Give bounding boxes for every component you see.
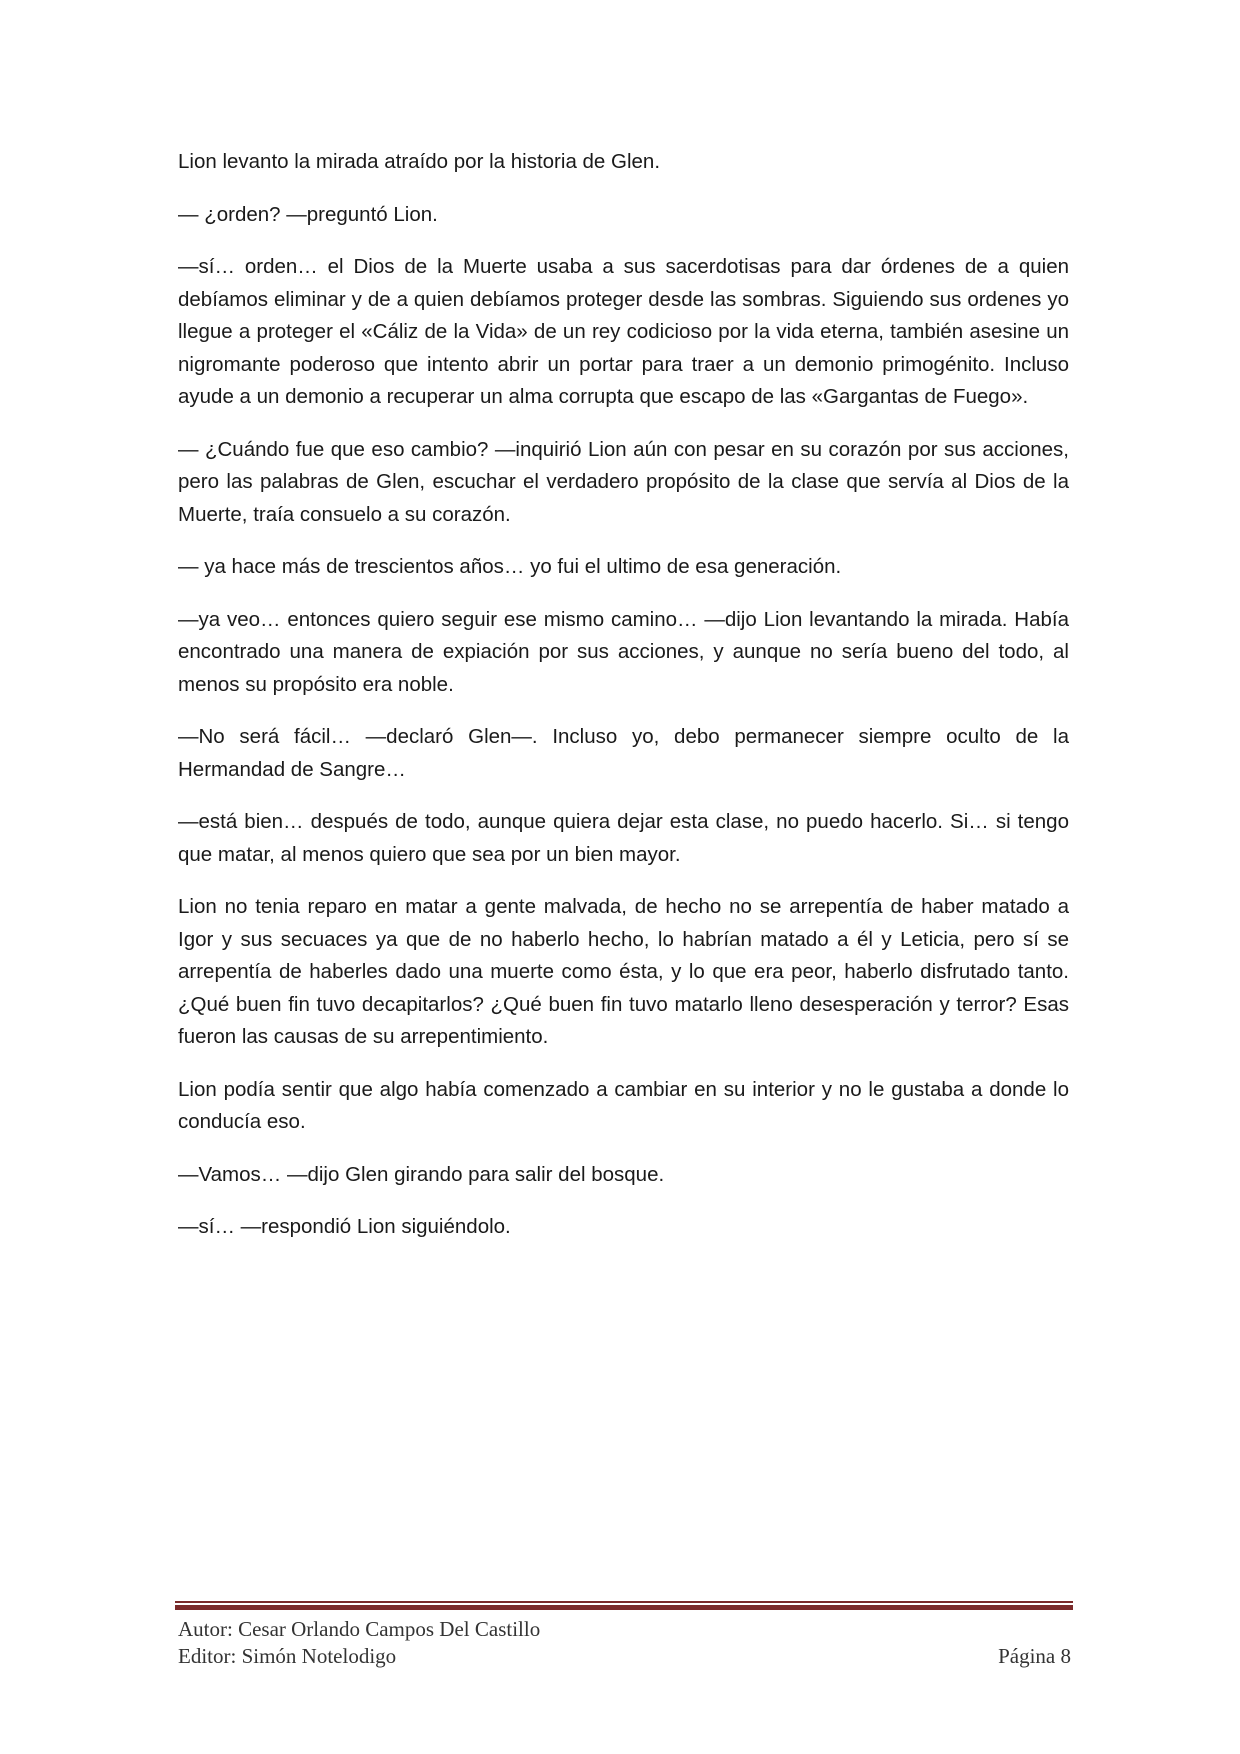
- footer-editor: Editor: Simón Notelodigo: [178, 1644, 397, 1668]
- paragraph: Lion podía sentir que algo había comenzado a cambiar en su interior y no le gustaba a donde lo conducía eso.: [178, 1077, 1069, 1133]
- footer-row-editor: [178, 1643, 1071, 1670]
- paragraph: —sí… orden… el Dios de la Muerte usaba a sus sacerdotisas para dar órdenes de a quien debíamos eliminar y de a quien debíamos proteger desde las sombras. Siguiendo sus ordenes yo llegue a proteger el «Cáliz de la Vida» de un rey codicioso por la vida eterna, también asesine un nigromante poderoso que intento abrir un portar para traer a un demonio primogénito. Incluso ayude a un demonio a recuperar un alma corrupta que escapo de las «Gargantas de Fuego».: [178, 255, 1069, 408]
- paragraph: —No será fácil… —declaró Glen—. Incluso yo, debo permanecer siempre oculto de la Hermandad de Sangre…: [178, 725, 1069, 781]
- page-number: Página 8: [998, 1644, 1071, 1668]
- footer-row-author: [178, 1616, 1071, 1643]
- body-text: [178, 146, 1069, 1264]
- paragraph: —ya veo… entonces quiero seguir ese mismo camino… —dijo Lion levantando la mirada. Había encontrado una manera de expiación por sus acciones, y aunque no sería bueno del todo, al menos su propósito era noble.: [178, 607, 1069, 696]
- paragraph: —Vamos… —dijo Glen girando para salir del bosque.: [178, 1162, 665, 1186]
- paragraph: — ya hace más de trescientos años… yo fui el ultimo de esa generación.: [178, 555, 842, 578]
- paragraph: — ¿Cuándo fue que eso cambio? —inquirió Lion aún con pesar en su corazón por sus acciones, pero las palabras de Glen, escuchar el verdadero propósito de la clase que servía al Dios de la Muerte, traía consuelo a su corazón.: [178, 437, 1069, 526]
- paragraph: — ¿orden? —preguntó Lion.: [178, 202, 438, 226]
- paragraph: —está bien… después de todo, aunque quiera dejar esta clase, no puedo hacerlo. Si… si tengo que matar, al menos quiero que sea por un bien mayor.: [178, 810, 1069, 866]
- paragraph: —sí… —respondió Lion siguiéndolo.: [178, 1215, 511, 1238]
- paragraph: Lion levanto la mirada atraído por la historia de Glen.: [178, 150, 661, 173]
- footer-divider: [175, 1601, 1073, 1610]
- footer-divider-thin: [175, 1601, 1073, 1603]
- footer-divider-thick: [175, 1605, 1073, 1610]
- paragraph: Lion no tenia reparo en matar a gente malvada, de hecho no se arrepentía de haber matado a Igor y sus secuaces ya que de no haberlo hecho, lo habrían matado a él y Leticia, pero sí se arrepentía de haberles dado una muerte como ésta, y lo que era peor, haberlo disfrutado tanto. ¿Qué buen fin tuvo decapitarlos? ¿Qué buen fin tuvo matarlo lleno desesperación y terror? Esas fueron las causas de su arrepentimiento.: [178, 895, 1069, 1048]
- footer-author: Autor: Cesar Orlando Campos Del Castillo: [178, 1617, 541, 1641]
- page-footer: [178, 1616, 1071, 1670]
